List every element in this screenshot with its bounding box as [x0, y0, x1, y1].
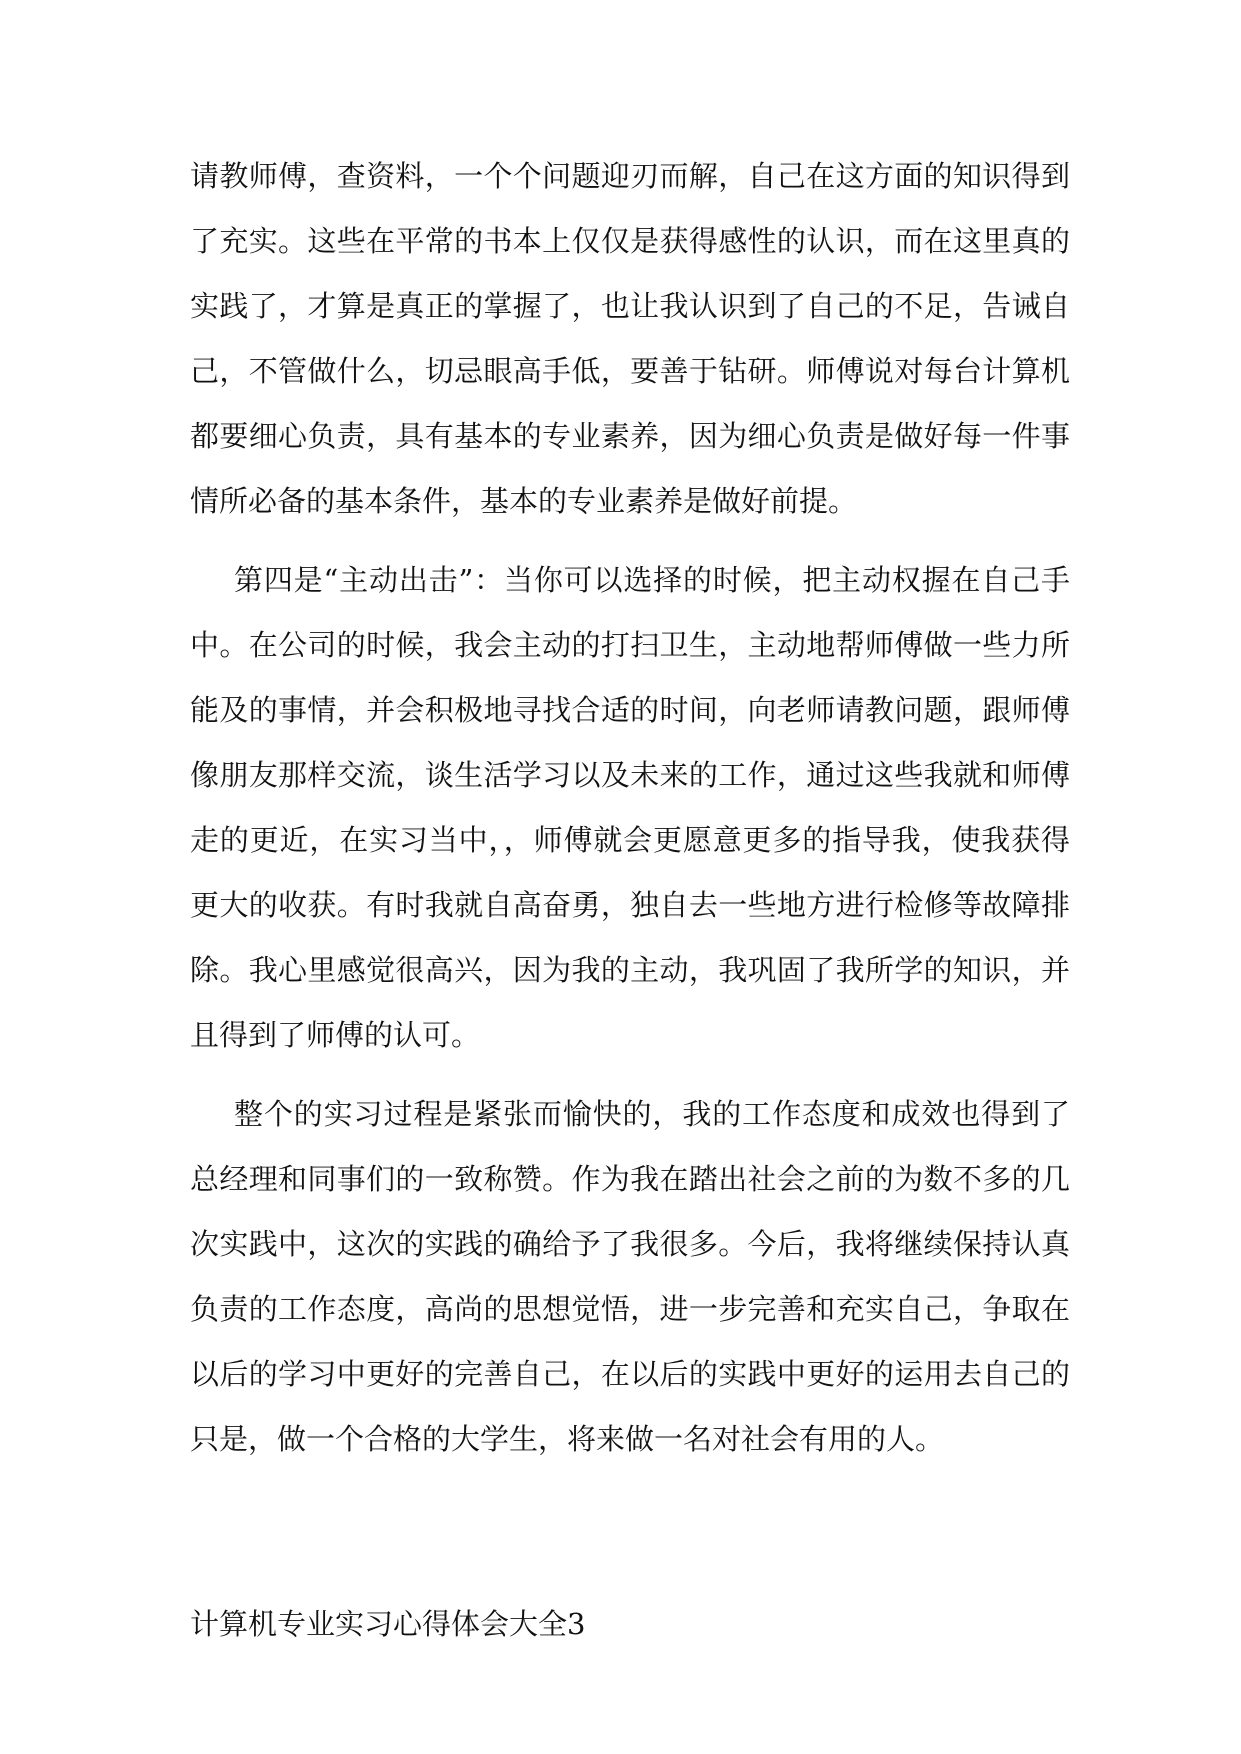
text-line: 第四是“主动出击”：当你可以选择的时候，把主动权握在自己手	[234, 563, 1070, 597]
text-line: 情所必备的基本条件，基本的专业素养是做好前提。	[190, 484, 858, 518]
text-line: 次实践中，这次的实践的确给予了我很多。今后，我将继续保持认真	[190, 1227, 1070, 1261]
text-line: 只是，做一个合格的大学生，将来做一名对社会有用的人。	[190, 1422, 945, 1456]
text-line: 己，不管做什么，切忌眼高手低，要善于钻研。师傅说对每台计算机	[190, 354, 1070, 388]
body-text	[190, 156, 1070, 1498]
paragraph-3	[190, 1094, 1070, 1484]
text-line: 中。在公司的时候，我会主动的打扫卫生，主动地帮师傅做一些力所	[190, 628, 1070, 662]
text-line: 像朋友那样交流，谈生活学习以及未来的工作，通过这些我就和师傅	[190, 758, 1070, 792]
text-line: 请教师傅，查资料，一个个问题迎刃而解，自己在这方面的知识得到	[190, 159, 1070, 193]
text-line: 且得到了师傅的认可。	[190, 1018, 481, 1052]
paragraph-1	[190, 156, 1070, 546]
text-line: 实践了，才算是真正的掌握了，也让我认识到了自己的不足，告诫自	[190, 289, 1070, 323]
text-line: 走的更近，在实习当中，，师傅就会更愿意更多的指导我，使我获得	[190, 823, 1070, 857]
section-heading: 计算机专业实习心得体会大全3	[190, 1607, 586, 1641]
text-line: 负责的工作态度，高尚的思想觉悟，进一步完善和充实自己，争取在	[190, 1292, 1070, 1326]
text-line: 整个的实习过程是紧张而愉快的，我的工作态度和成效也得到了	[234, 1097, 1070, 1131]
text-line: 除。我心里感觉很高兴，因为我的主动，我巩固了我所学的知识，并	[190, 953, 1070, 987]
text-line: 更大的收获。有时我就自高奋勇，独自去一些地方进行检修等故障排	[190, 888, 1070, 922]
text-line: 都要细心负责，具有基本的专业素养，因为细心负责是做好每一件事	[190, 419, 1070, 453]
paragraph-2	[190, 560, 1070, 1080]
text-line: 了充实。这些在平常的书本上仅仅是获得感性的认识，而在这里真的	[190, 224, 1070, 258]
text-line: 总经理和同事们的一致称赞。作为我在踏出社会之前的为数不多的几	[190, 1162, 1070, 1196]
text-line: 以后的学习中更好的完善自己，在以后的实践中更好的运用去自己的	[190, 1357, 1070, 1391]
text-line: 能及的事情，并会积极地寻找合适的时间，向老师请教问题，跟师傅	[190, 693, 1070, 727]
